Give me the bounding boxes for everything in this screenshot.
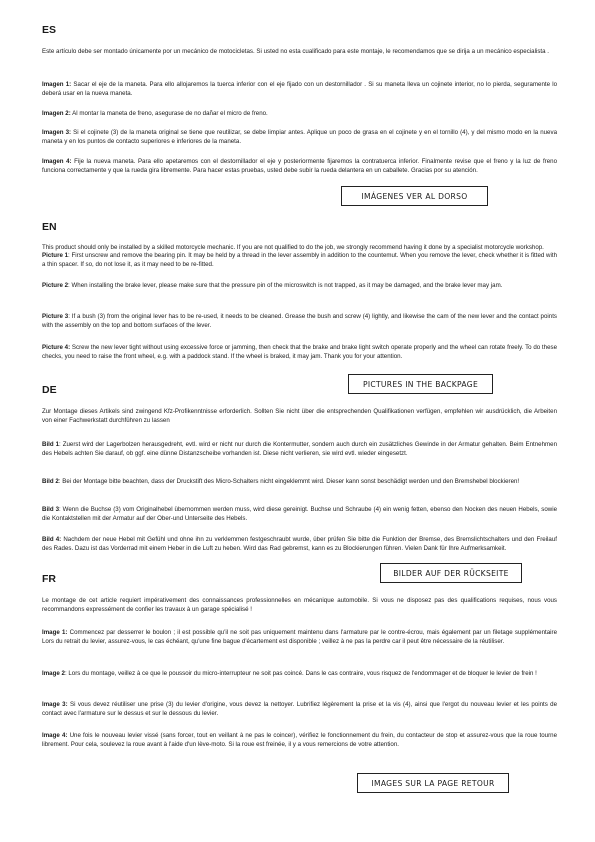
step-es-2 [42,109,557,118]
step-de-1 [42,440,557,459]
section-heading-es: ES [42,24,57,36]
step-text: : Bei der Montage bitte beachten, dass der Druckstift des Micro-Schalters nicht eingeklemmt wird. Dieser kann sonst beschädigt werden und den Bremshebel blockieren! [58,478,520,485]
step-label: Bild 4: [42,536,62,543]
pictures-note-box-en: PICTURES IN THE BACKPAGE [348,374,493,394]
step-text: Fije la nueva maneta. Para ello apetaremos con el destornillador el eje y posteriormente fijaremos la contratuerca inferior. Finalmente revise que el freno y la luz de freno funciona correctamente y que la rueda gira libremente. Para hacer estas pruebas, usted debe subir la rueda delantera en un caballete. Gracias por su atención. [42,158,557,175]
section-heading-de: DE [42,384,57,396]
step-de-4 [42,535,557,554]
step-de-2 [42,477,557,486]
step-es-3 [42,128,557,147]
step-label: Image 3: [42,701,68,708]
intro-es: Este artículo debe ser montado únicamente por un mecánico de motocicletas. Si usted no esta cualificado para este montaje, le recomendamos que se dirija a un mecánico especialista . [42,48,549,55]
step-fr-1 [42,628,557,647]
step-en-4 [42,343,557,362]
step-text: Si el cojinete (3) de la maneta original se tiene que reutilizar, se debe limpiar antes. Aplique un poco de grasa en el cojinete y en el tornillo (4), y del mismo modo en la nueva maneta y en los puntos de contacto superiores e inferiores de la maneta. [42,129,557,146]
step-label: Image 4: [42,732,68,739]
step-label: Imagen 2: [42,110,71,117]
step-fr-4 [42,731,557,750]
step-de-3 [42,505,557,524]
pictures-note-box-de: BILDER AUF DER RÜCKSEITE [380,563,522,583]
section-heading-fr: FR [42,573,56,585]
step-label: Bild 2 [42,478,59,485]
pictures-note-box-fr: IMAGES SUR LA PAGE RETOUR [357,773,509,793]
step-text: Nachdem der neue Hebel mit Gefühl und ohne ihn zu verklemmen festgeschraubt wurde, über prüfen Sie bitte die Funktion der Bremse, des Bremslichtschalters und den Freilauf des Rades. Dazu ist das Vorderrad mit einem Heber in die Luft zu heben. Wird das Rad gebremst, kann es zu Blockierungen führen. Vielen Dank für Ihre Aufmerksamkeit. [42,536,558,553]
step-label: Image 1: [42,629,68,636]
step-label: Image 2 [42,670,65,677]
step-text: Une fois le nouveau levier vissé (sans forcer, tout en veillant à ne pas le coincer), vérifiez le fonctionnement du frein, du contacteur de stop et assurez-vous que la roue tourne librement. Pour cela, soulevez la roue avant à l'aide d'un lève-moto. Si la roue est freinée, il y a vous remercions de votre attention. [42,732,558,749]
step-en-2 [42,281,557,290]
step-text: Al montar la maneta de freno, asegurase de no dañar el micro de freno. [72,110,268,117]
intro-fr: Le montage de cet article requiert impérativement des connaissances professionnelles en mécanique automobile. Si vous ne disposez pas des qualifications requises, nous vous recommandons expressément de confier les travaux à un garage spécialisé ! [42,597,557,614]
step-label: Imagen 4: [42,158,72,165]
step-en-1 [42,251,557,270]
step-label: Picture 1 [42,252,69,259]
step-text: Si vous devez réutiliser une prise (3) du levier d'origine, vous devez la nettoyer. Lubrifiez légèrement la prise et la vis (4), ainsi que l'ergot du nouveau levier et les points de contact avec l'armature sur le dessus et sur le dessous du levier. [42,701,558,718]
step-text: Sacar el eje de la maneta. Para ello allojaremos la tuerca inferior con el eje fijado con un destornillador . Si su maneta lleva un cojinete interior, no lo pierda, seguramente lo deberá usar en la nueva maneta. [42,81,557,98]
step-text: Screw the new lever tight without using excessive force or jamming, then check that the brake and brake light switch operate properly and the wheel can rotate freely. To do these checks, you need to raise the front wheel, e.g. with a paddock stand. If the wheel is braked, it may jam. Thank you for your attention. [42,344,558,361]
step-text: : If a bush (3) from the original lever has to be re-used, it needs to be cleaned. Grease the bush and screw (4) lightly, and likewise the cam of the new lever and the contact points with the assembly on the top and bottom surfaces of the lever. [42,313,558,330]
step-en-3 [42,312,557,331]
step-label: Picture 3 [42,313,69,320]
step-label: Picture 4: [42,344,71,351]
intro-en: This product should only be installed by a skilled motorcycle mechanic. If you are not qualified to do the job, we strongly recommend having it done by a specialist motorcycle workshop. [42,244,544,251]
step-label: Picture 2 [42,282,69,289]
step-label: Imagen 1: [42,81,72,88]
intro-de: Zur Montage dieses Artikels sind zwingend Kfz-Profikenntnisse erforderlich. Sollten Sie nicht über die entsprechenden Qualifikationen verfügen, empfehlen wir ausdrücklich, die Arbeiten von einer Fachwerkstatt durchführen zu lassen [42,408,557,425]
step-text: : First unscrew and remove the bearing pin. It may be held by a thread in the lever assembly in addition to the countemut. When you remove the lever, check whether it is fitted with a thin spacer. If so, do not lose it, as it may need to be re-fitted. [42,252,558,269]
step-fr-2 [42,669,557,678]
step-text: : Zuerst wird der Lagerbolzen herausgedreht, evtl. wird er nicht nur durch die Kontermutter, sondern auch durch ein zusätzliches Gewinde in der Armatur gehalten. Beim Entnehmen des Hebels achten Sie darauf, ob ggf. eine dünne Distanzscheibe vorhanden ist. Diese nicht verlieren, sie wird evtl. wieder eingesetzt. [42,441,557,458]
step-label: Imagen 3: [42,129,72,136]
step-text: : Lors du montage, veillez à ce que le poussoir du micro-interrupteur ne soit pas coincé. Dans le cas contraire, vous risquez de l'endommager et de bloquer le levier de frein ! [64,670,537,677]
step-label: Bild 3 [42,506,60,513]
step-es-4 [42,157,557,176]
step-text: Commencez par desserrer le boulon ; il est possible qu'il ne soit pas uniquement maintenu dans l'armature par le contre-écrou, mais également par un filetage supplémentaire Lors du retrait du levier, assurez-vous, le cas échéant, qu'une fine bague d'écartement est disponible ; veillez à ne pas la perdre car il peut être nécessaire de la réutiliser. [42,629,557,646]
step-text: : Wenn die Buchse (3) vom Originalhebel übernommen werden muss, wird diese gereinigt. Buchse und Schraube (4) ein wenig fetten, ebenso den Nocken des neuen Hebels, sowie die Kontaktstellen mit der Armatur auf der Ober-und Unterseite des Hebels. [42,506,557,523]
step-text: : When installing the brake lever, please make sure that the pressure pin of the microswitch is not trapped, as it may be damaged, and the brake lever may jam. [68,282,503,289]
step-fr-3 [42,700,557,719]
step-es-1 [42,80,557,99]
section-heading-en: EN [42,221,57,233]
step-label: Bild 1 [42,441,60,448]
pictures-note-box-es: IMÁGENES VER AL DORSO [341,186,488,206]
